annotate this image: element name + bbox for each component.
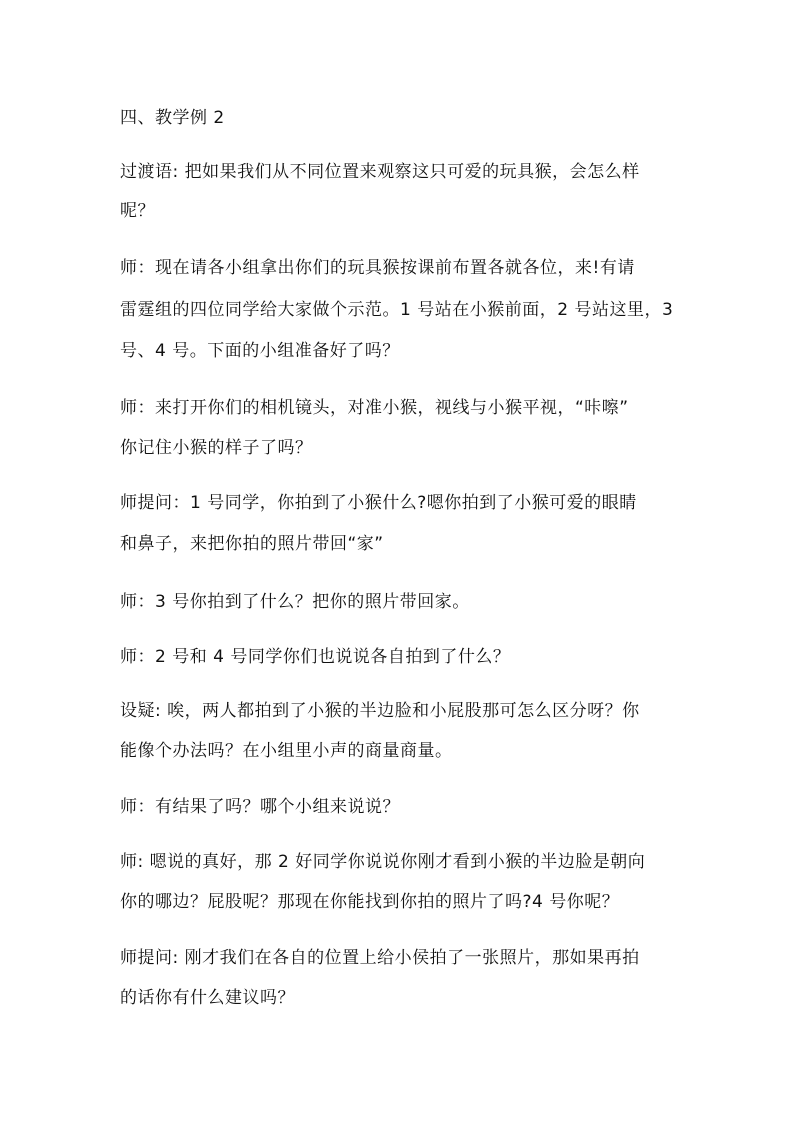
paragraph-question1-line-2: 和鼻子，来把你拍的照片带回“家” [120,534,384,554]
paragraph-transition-line-2: 呢？ [120,201,155,221]
paragraph-transition-line-1: 过渡语: 把如果我们从不同位置来观察这只可爱的玩具猴，会怎么样 [120,162,640,182]
section-heading: 四、教学例 2 [120,108,225,128]
paragraph-praise-line-1: 师: 嗯说的真好，那 2 好同学你说说你刚才看到小猴的半边脸是朝向 [120,852,646,872]
paragraph-groups-line-2: 雷霆组的四位同学给大家做个示范。1 号站在小猴前面，2 号站这里，3 [120,300,674,320]
paragraph-groups-line-1: 师：现在请各小组拿出你们的玩具猴按课前布置各就各位，来!有请 [120,258,635,278]
paragraph-doubt-line-1: 设疑: 唉，两人都拍到了小猴的半边脸和小屁股那可怎么区分呀？你 [120,701,640,721]
paragraph-question1-line-1: 师提问：1 号同学，你拍到了小猴什么?嗯你拍到了小猴可爱的眼睛 [120,493,637,513]
paragraph-suggestion-line-1: 师提问: 刚才我们在各自的位置上给小侯拍了一张照片，那如果再拍 [120,948,640,968]
paragraph-camera-line-1: 师：来打开你们的相机镜头，对准小猴，视线与小猴平视，“咔嚓” [120,398,629,418]
paragraph-student3: 师：3 号你拍到了什么？把你的照片带回家。 [120,592,470,612]
paragraph-groups-line-3: 号、4 号。下面的小组准备好了吗？ [120,341,400,361]
paragraph-suggestion-line-2: 的话你有什么建议吗？ [120,988,295,1008]
paragraph-doubt-line-2: 能像个办法吗？在小组里小声的商量商量。 [120,741,453,761]
paragraph-camera-line-2: 你记住小猴的样子了吗？ [120,438,313,458]
paragraph-praise-line-2: 你的哪边？屁股呢？那现在你能找到你拍的照片了吗?4 号你呢？ [120,892,620,912]
paragraph-results: 师：有结果了吗？哪个小组来说说？ [120,797,400,817]
paragraph-students2-4: 师：2 号和 4 号同学你们也说说各自拍到了什么？ [120,647,511,667]
